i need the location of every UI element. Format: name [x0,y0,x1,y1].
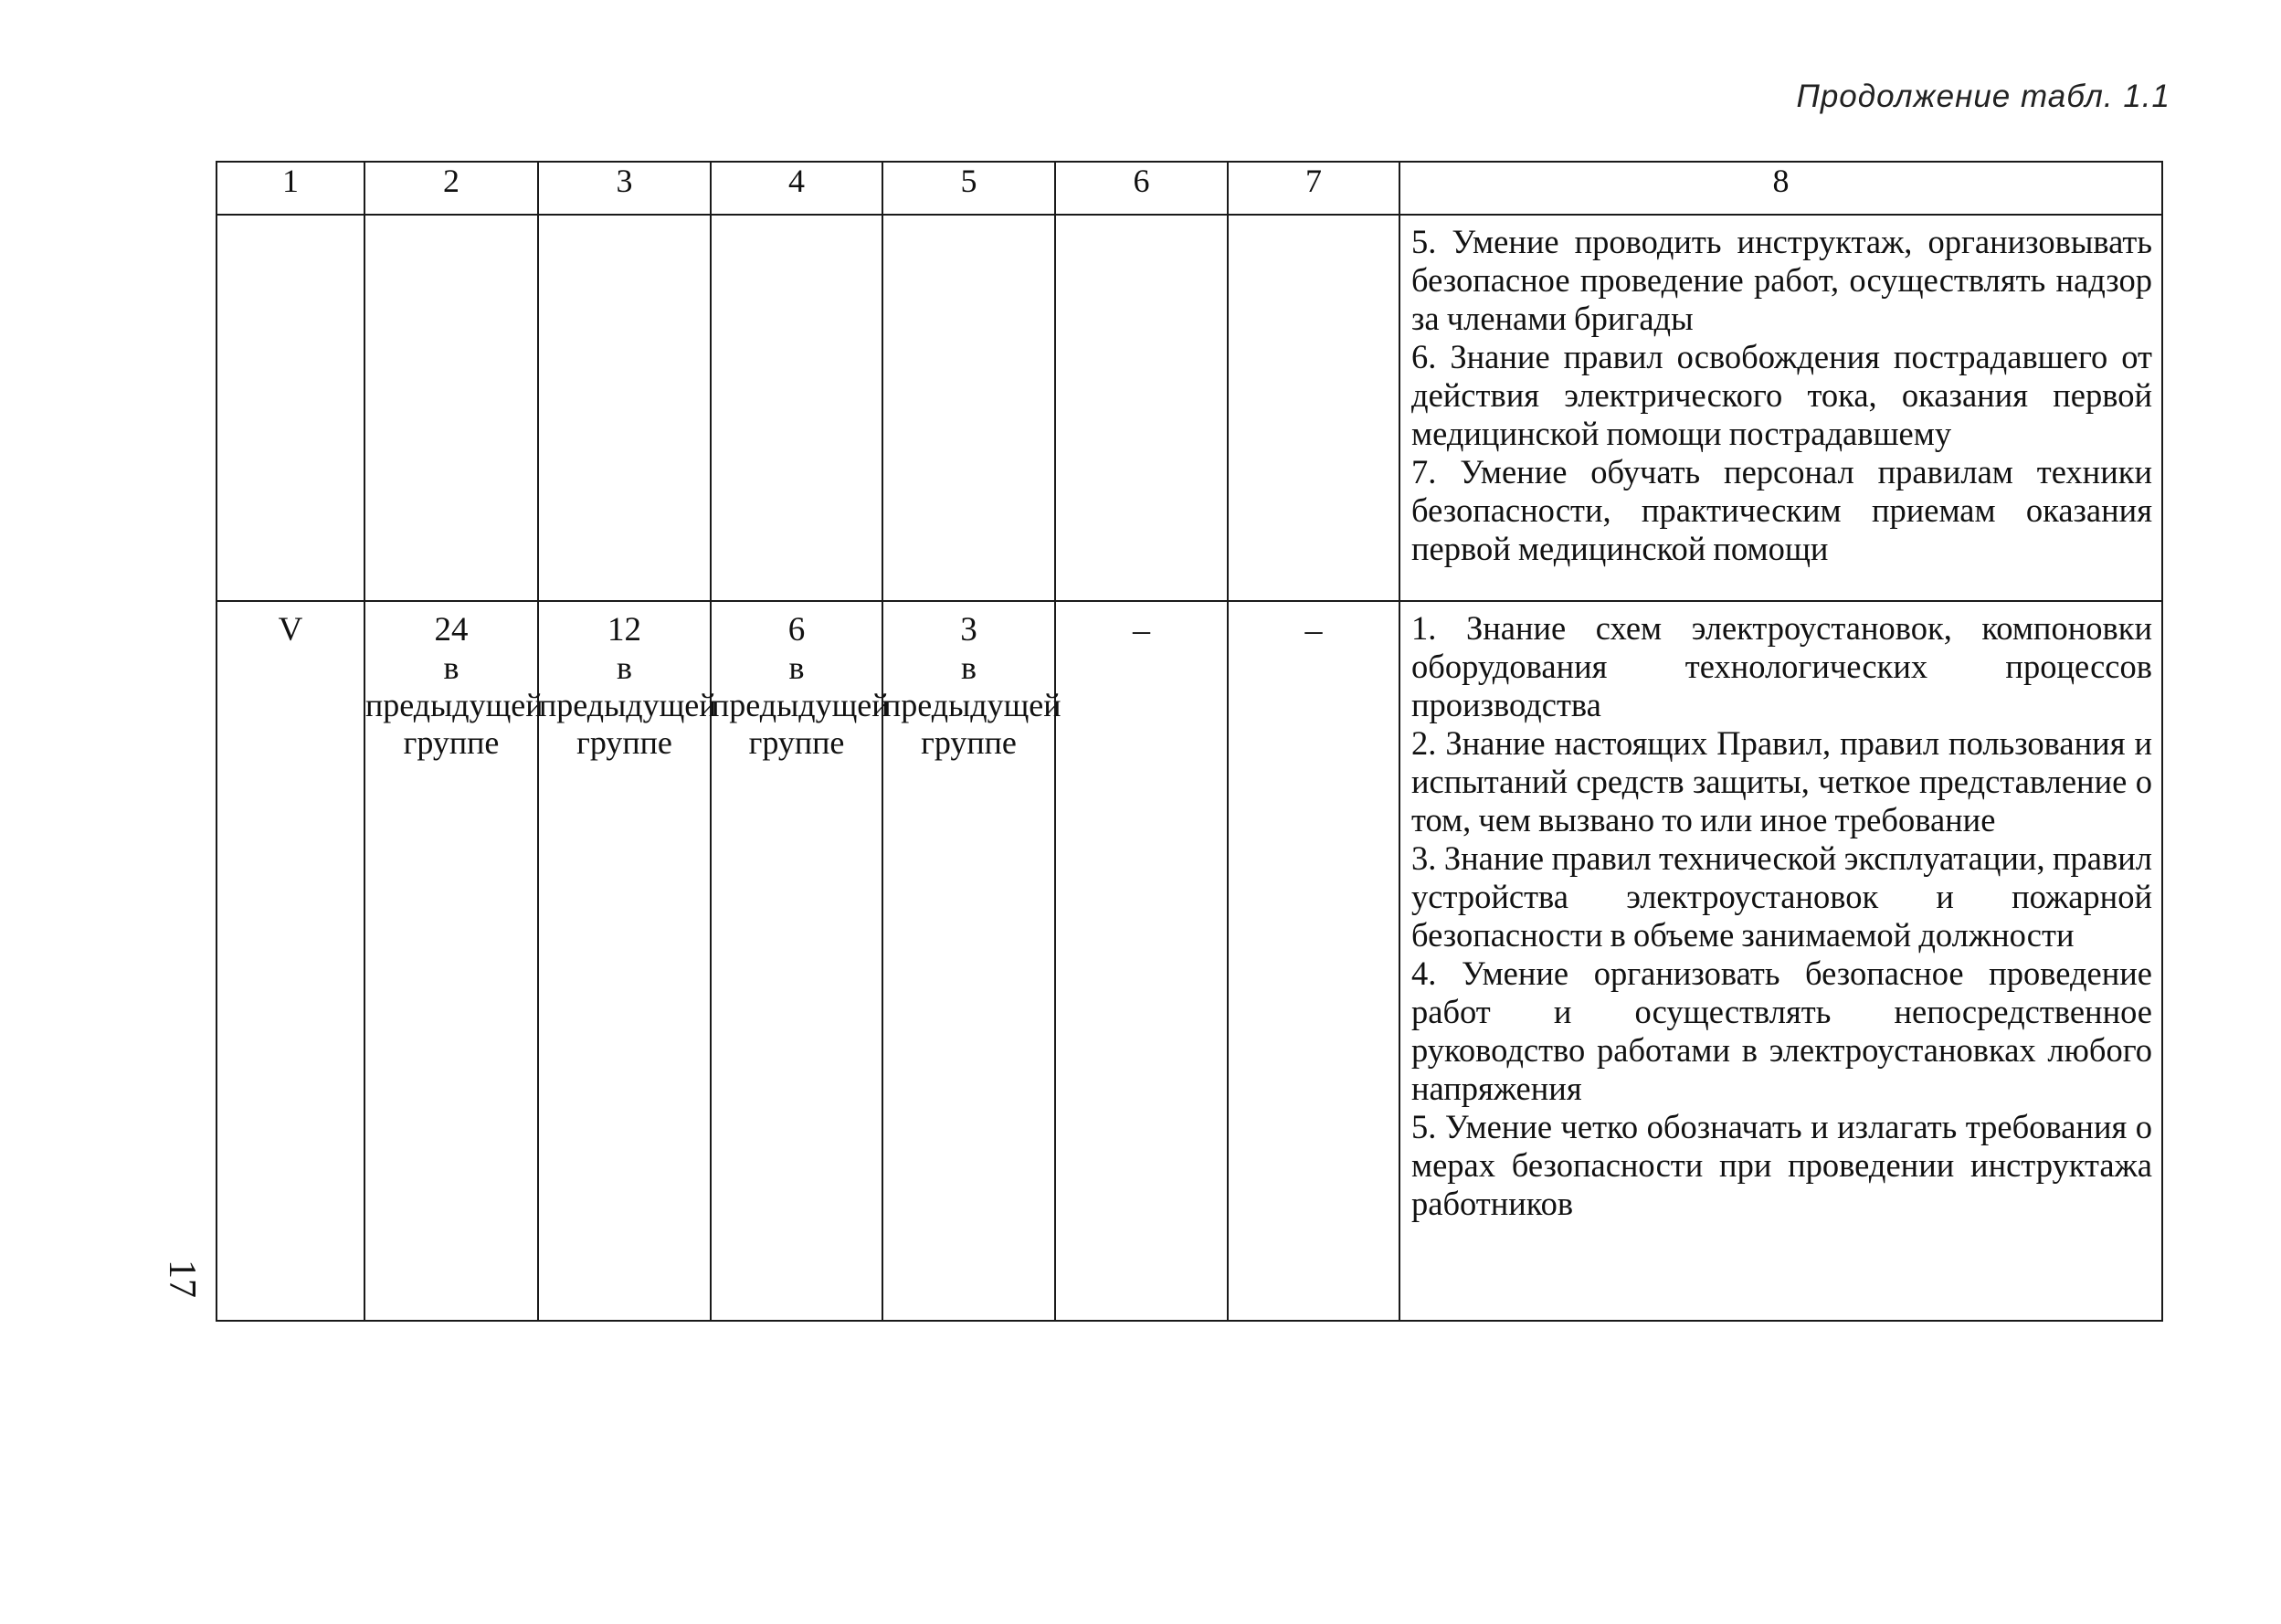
empty-cell [711,215,882,601]
empty-cell [1228,215,1399,601]
requirement-item: 6. Знание правил освобождения пострадавшего от действия электрического тока, оказания первой медицинской помощи пострадавшему [1411,338,2152,452]
empty-cell [364,215,538,601]
col4-value: 6 [787,611,806,649]
group-cell [216,601,364,1321]
col2-cell [364,601,544,1321]
empty-cell [1055,215,1228,601]
group-label: V [278,611,303,649]
header-cell-5: 5 [882,162,1055,215]
page-number: 17 [161,1260,203,1298]
empty-cell [216,215,364,601]
col5-cell [882,601,1061,1321]
table-header-row [216,162,2162,215]
table-row-group-v [216,601,2162,1321]
col2-value: 24 [434,611,469,649]
col3-cell [538,601,717,1321]
col3-value: 12 [607,611,641,649]
col5-value: 3 [960,611,977,649]
requirement-item: 5. Умение четко обозначать и излагать требования о мерах безопасности при проведении инструктажа работников [1411,1108,2152,1222]
col4-cell [711,601,890,1321]
requirement-item: 1. Знание схем электроустановок, компоновки оборудования технологических процессов производства [1411,609,2152,723]
requirements-cell [1399,601,2162,1321]
requirements-table [216,161,2163,1322]
requirement-item: 3. Знание правил технической эксплуатации, правил устройства электроустановок и пожарной безопасности в объеме занимаемой должности [1411,839,2152,954]
col7-cell [1228,601,1399,1321]
col7-value: – [1304,611,1323,649]
requirements-cell [1399,215,2162,601]
header-cell-7: 7 [1228,162,1399,215]
col6-value: – [1133,611,1150,649]
col6-cell [1055,601,1228,1321]
empty-cell [882,215,1055,601]
header-cell-1: 1 [216,162,364,215]
header-cell-4: 4 [711,162,882,215]
col4-note: в предыдущей группе [712,649,890,761]
header-cell-3: 3 [538,162,711,215]
header-cell-8: 8 [1399,162,2162,215]
col3-note: в предыдущей группе [539,649,717,761]
empty-cell [538,215,711,601]
header-cell-2: 2 [364,162,538,215]
header-cell-6: 6 [1055,162,1228,215]
col5-note: в предыдущей группе [883,649,1061,761]
requirement-item: 2. Знание настоящих Правил, правил пользования и испытаний средств защиты, четкое представление о том, чем вызвано то или иное требование [1411,724,2152,838]
requirement-item: 7. Умение обучать персонал правилам техники безопасности, практическим приемам оказания первой медицинской помощи [1411,453,2152,567]
table-row-continuation [216,215,2162,601]
table-caption: Продолжение табл. 1.1 [1796,79,2170,114]
col2-note: в предыдущей группе [365,649,544,761]
requirement-item: 5. Умение проводить инструктаж, организовывать безопасное проведение работ, осуществлять надзор за членами бригады [1411,223,2152,337]
requirement-item: 4. Умение организовать безопасное проведение работ и осуществлять непосредственное руководство работами в электроустановках любого напряжения [1411,954,2152,1107]
